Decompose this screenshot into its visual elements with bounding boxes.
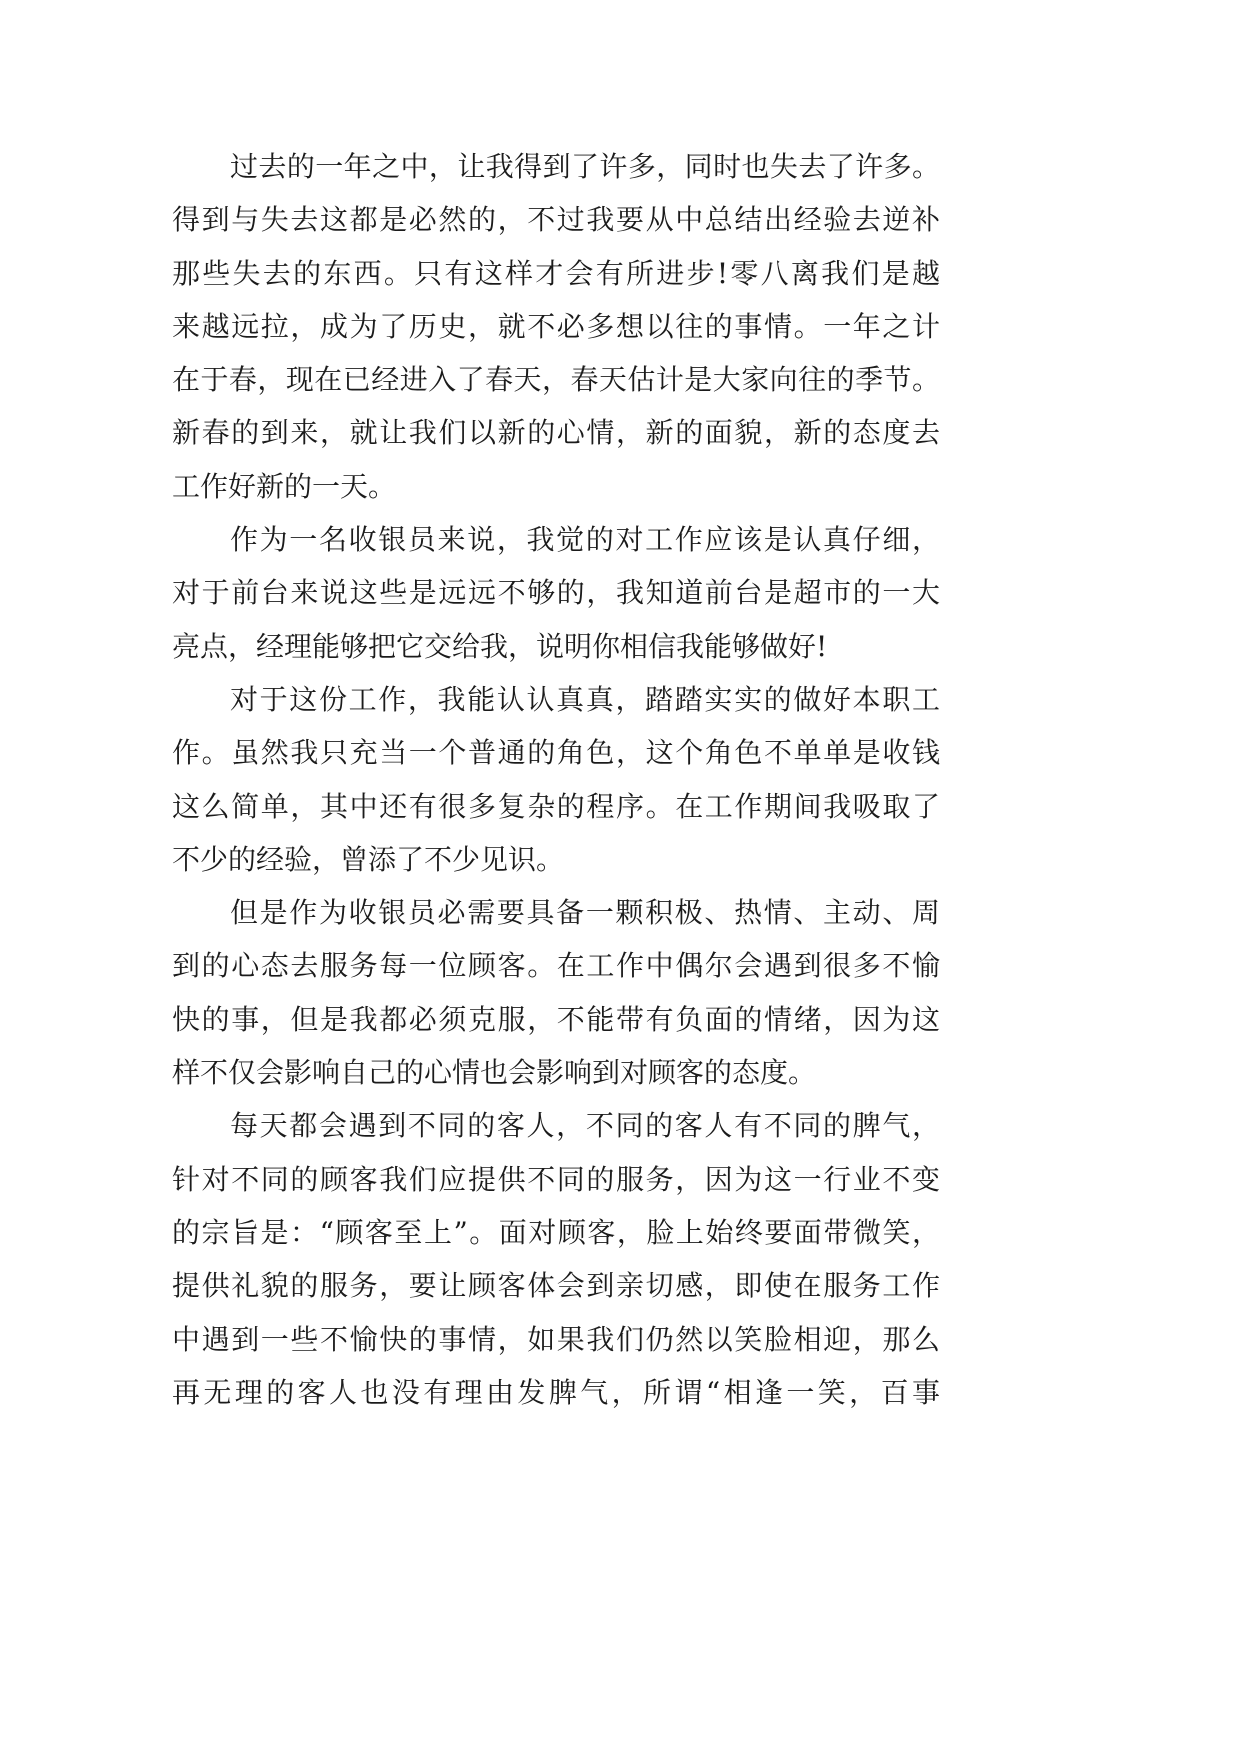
paragraph [172, 886, 940, 1099]
text-line: 过去的一年之中，让我得到了许多，同时也失去了许多。 [230, 150, 940, 183]
paragraph [172, 673, 940, 886]
text-line: 到的心态去服务每一位顾客。在工作中偶尔会遇到很多不愉 [172, 949, 940, 983]
text-line: 再无理的客人也没有理由发脾气，所谓“相逢一笑，百事 [172, 1375, 940, 1409]
paragraph [172, 140, 940, 513]
text-line: 这么简单，其中还有很多复杂的程序。在工作期间我吸取了 [172, 789, 940, 823]
text-line: 来越远拉，成为了历史，就不必多想以往的事情。一年之计 [172, 309, 940, 343]
text-line: 对于前台来说这些是远远不够的，我知道前台是超市的一大 [172, 576, 940, 610]
text-line: 作为一名收银员来说，我觉的对工作应该是认真仔细， [230, 523, 940, 557]
paragraph [172, 513, 940, 673]
text-line: 作。虽然我只充当一个普通的角色，这个角色不单单是收钱 [172, 736, 940, 770]
text-line: 得到与失去这都是必然的，不过我要从中总结出经验去逆补 [172, 203, 940, 237]
paragraph [172, 1099, 940, 1419]
text-line: 新春的到来，就让我们以新的心情，新的面貌，新的态度去 [172, 416, 940, 450]
text-line: 亮点，经理能够把它交给我，说明你相信我能够做好! [172, 629, 828, 663]
text-line: 不少的经验，曾添了不少见识。 [172, 842, 565, 876]
document-body [172, 140, 940, 1419]
text-line: 对于这份工作，我能认认真真，踏踏实实的做好本职工 [230, 682, 940, 716]
text-line: 但是作为收银员必需要具备一颗积极、热情、主动、周 [230, 896, 940, 930]
text-line: 提供礼貌的服务，要让顾客体会到亲切感，即使在服务工作 [172, 1269, 940, 1303]
text-line: 每天都会遇到不同的客人，不同的客人有不同的脾气， [230, 1109, 940, 1143]
text-line: 针对不同的顾客我们应提供不同的服务，因为这一行业不变 [172, 1162, 940, 1196]
text-line: 中遇到一些不愉快的事情，如果我们仍然以笑脸相迎，那么 [172, 1322, 940, 1356]
text-line: 快的事，但是我都必须克服，不能带有负面的情绪，因为这 [172, 1002, 940, 1036]
text-line: 在于春，现在已经进入了春天，春天估计是大家向往的季节。 [172, 363, 940, 397]
text-line: 的宗旨是：“顾客至上”。面对顾客，脸上始终要面带微笑， [172, 1215, 940, 1249]
text-line: 工作好新的一天。 [172, 469, 397, 503]
text-line: 样不仅会影响自己的心情也会影响到对顾客的态度。 [172, 1056, 817, 1090]
text-line: 那些失去的东西。只有这样才会有所进步!零八离我们是越 [172, 256, 940, 290]
